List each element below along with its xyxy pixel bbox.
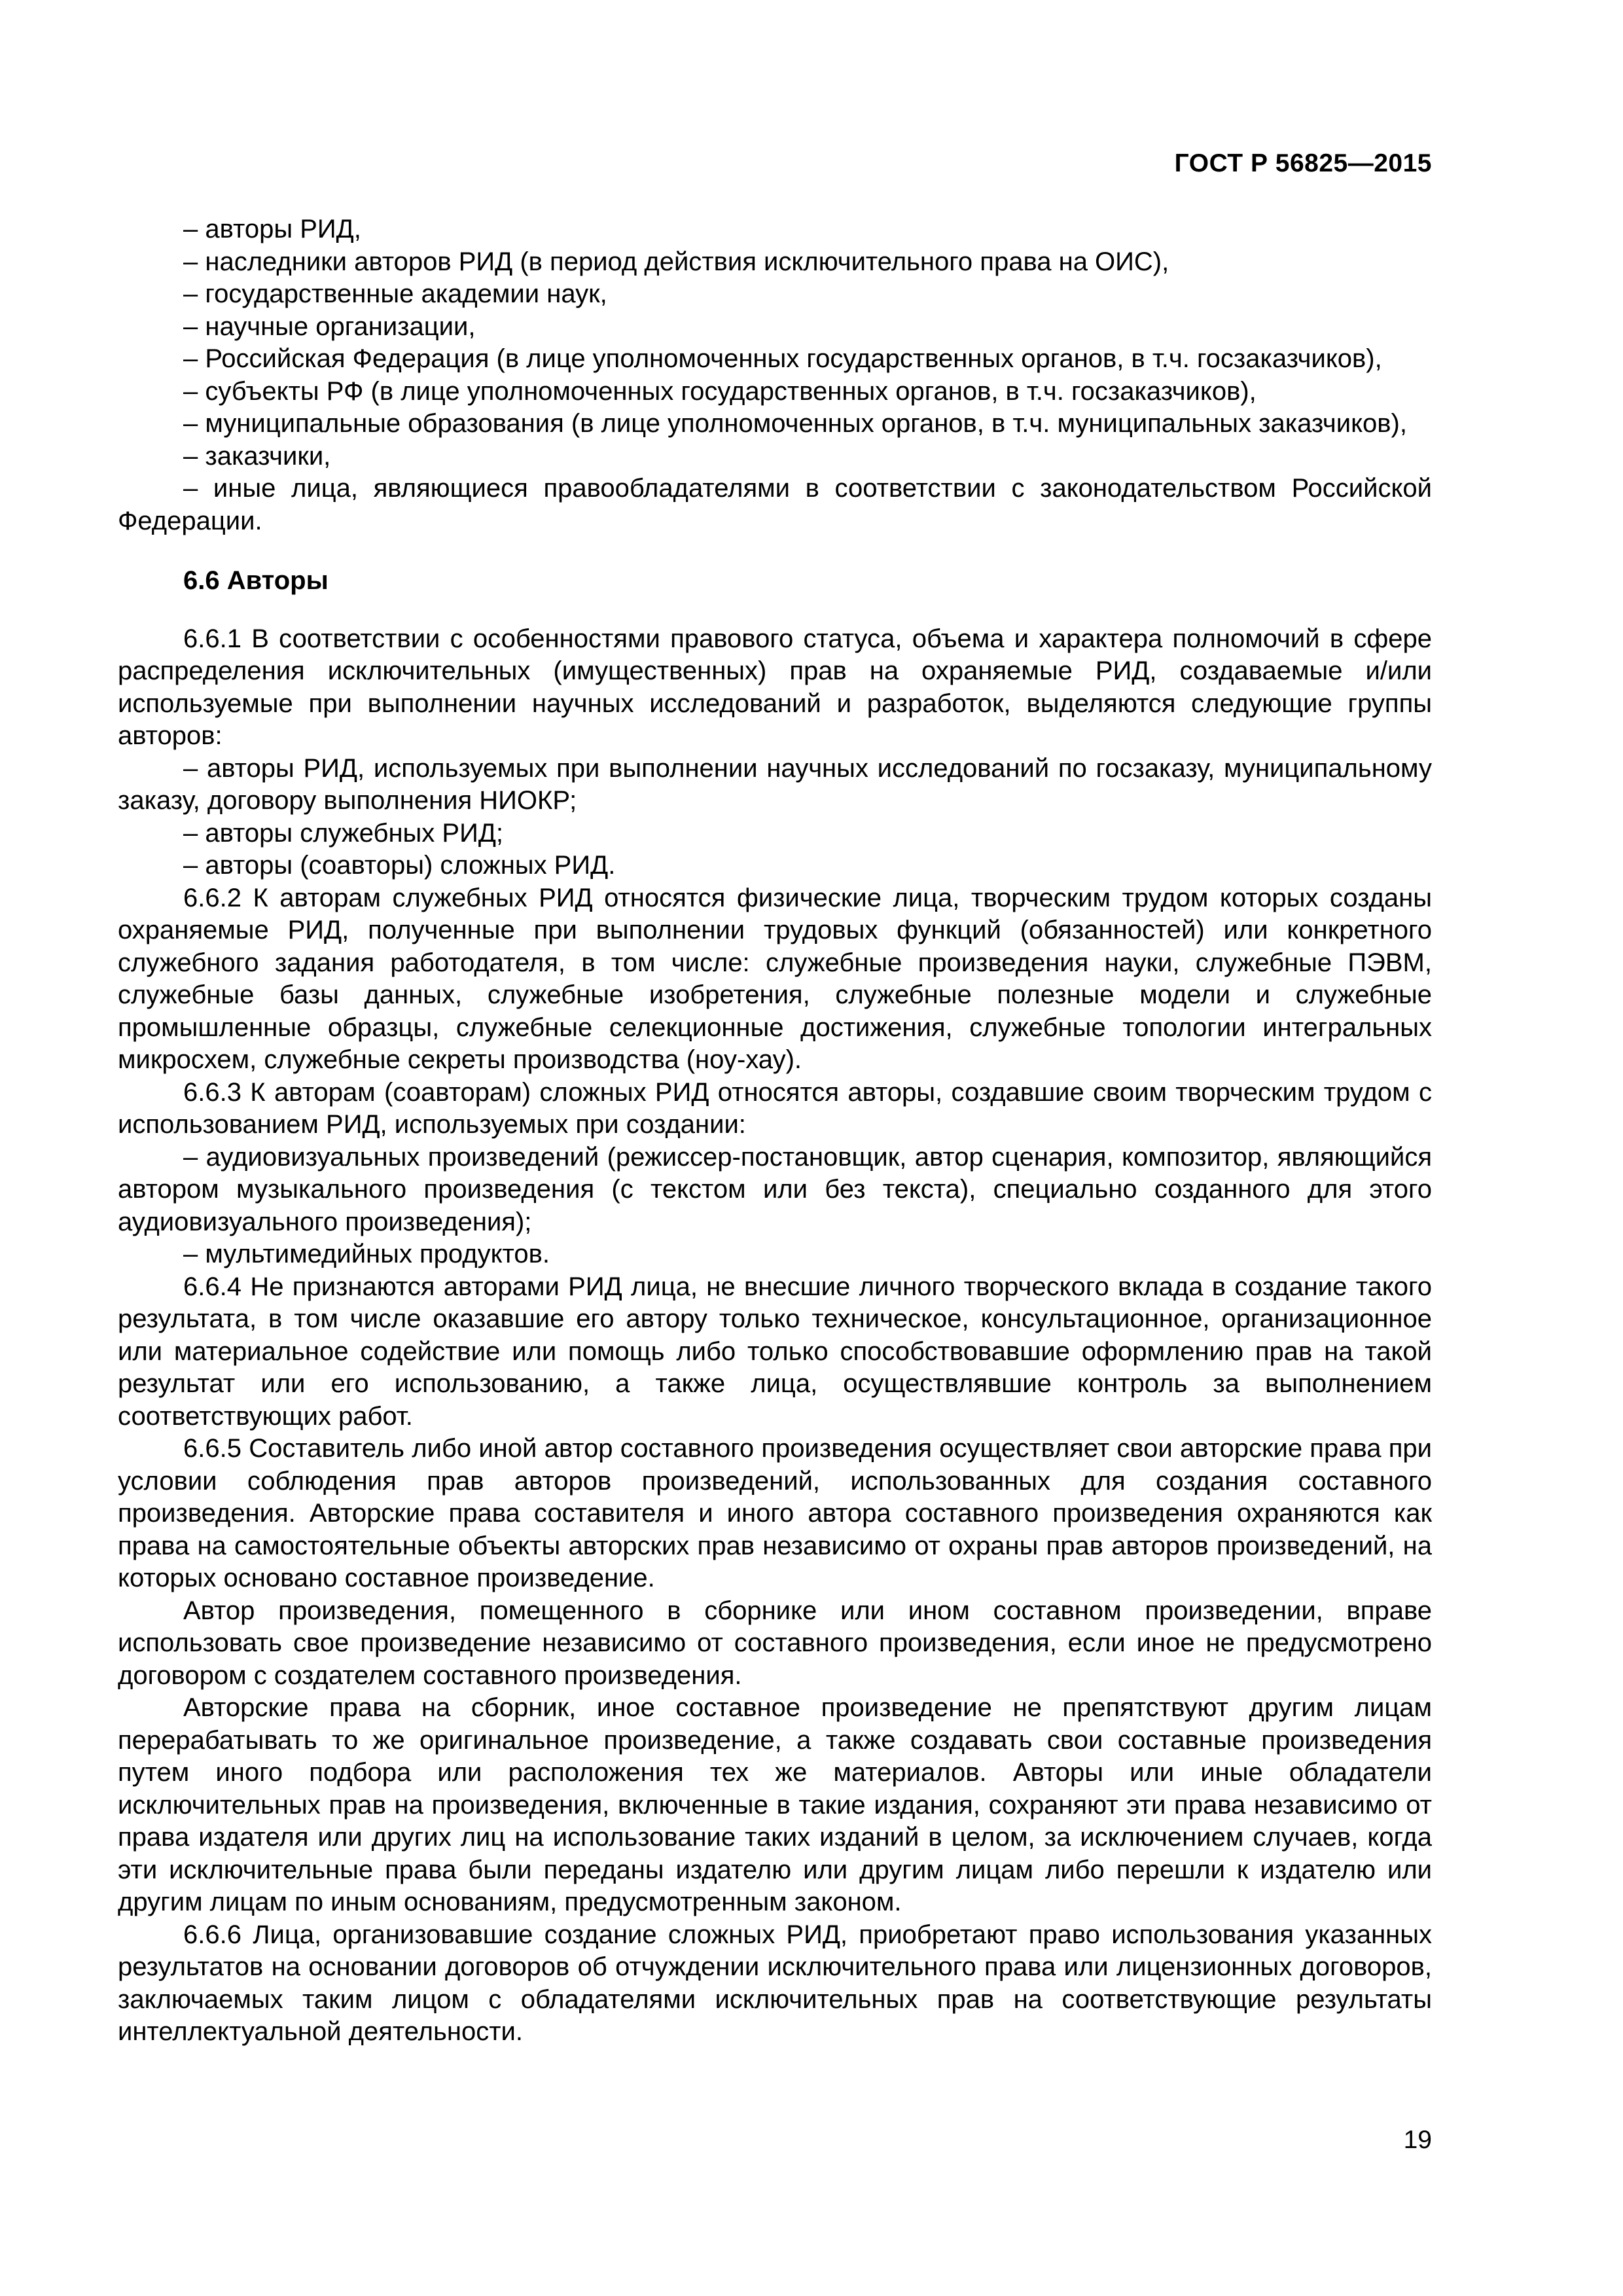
section-heading: 6.6 Авторы [183,566,329,595]
page-number: 19 [1403,2126,1432,2154]
list-item: – Российская Федерация (в лице уполномоченных государственных органов, в т.ч. госзаказчиков), [183,344,1382,373]
paragraph: 6.6.4 Не признаются авторами РИД лица, не внесшие личного творческого вклада в создание такого результата, в том числе оказавшие его автору только техническое, консультационное, организационное или материальное содействие или помощь либо только способствовавшие оформлению прав на такой результат или его использованию, а также лица, осуществлявшие контроль за выполнением соответствующих работ. [118,1272,1432,1431]
list-item: – мультимедийных продуктов. [183,1240,550,1268]
list-item: – научные организации, [183,312,476,341]
paragraph: 6.6.3 К авторам (соавторам) сложных РИД относятся авторы, создавшие своим творческим трудом с использованием РИД, используемых при создании: [118,1077,1432,1139]
paragraph: 6.6.5 Составитель либо иной автор составного произведения осуществляет свои авторские права при условии соблюдения прав авторов произведений, использованных для создания составного произведения. Авторские права составителя и иного автора составного произведения охраняются как права на самостоятельные объекты авторских прав независимо от охраны прав авторов произведений, на которых основано составное произведение. [118,1434,1432,1592]
list-item: – иные лица, являющиеся правообладателями в соответствии с законодательством Российской Федерации. [118,474,1432,535]
list-item: – авторы служебных РИД; [183,818,504,848]
list-item: – наследники авторов РИД (в период действия исключительного права на ОИС), [183,247,1169,276]
paragraph: 6.6.1 В соответствии с особенностями правового статуса, объема и характера полномочий в сфере распределения исключительных (имущественных) прав на охраняемые РИД, создаваемые и/или используемые при выполнении научных исследований и разработок, выделяются следующие группы авторов: [118,624,1432,750]
paragraph: 6.6.2 К авторам служебных РИД относятся физические лица, творческим трудом которых созданы охраняемые РИД, полученные при выполнении трудовых функций (обязанностей) или конкретного служебного задания работодателя, в том числе: служебные произведения науки, служебные ПЭВМ, служебные базы данных, служебные изобретения, служебные полезные модели и служебные промышленные образцы, служебные селекционные достижения, служебные топологии интегральных микросхем, служебные секреты производства (ноу-хау). [118,883,1432,1074]
document-id-header: ГОСТ Р 56825—2015 [1174,149,1432,177]
list-item: – авторы РИД, используемых при выполнении научных исследований по госзаказу, муниципальному заказу, договору выполнения НИОКР; [118,753,1432,815]
list-item: – аудиовизуальных произведений (режиссер-постановщик, автор сценария, композитор, являющийся автором музыкального произведения (с текстом или без текста), специально созданного для этого аудиовизуального произведения); [118,1142,1432,1236]
list-item: – авторы (соавторы) сложных РИД. [183,851,616,880]
paragraph: 6.6.6 Лица, организовавшие создание сложных РИД, приобретают право использования указанных результатов на основании договоров об отчуждении исключительного права или лицензионных договоров, заключаемых таким лицом с обладателями исключительных прав на соответствующие результаты интеллектуальной деятельности. [118,1920,1432,2046]
list-item: – субъекты РФ (в лице уполномоченных государственных органов, в т.ч. госзаказчиков), [183,376,1257,406]
list-item: – авторы РИД, [183,215,361,243]
paragraph: Авторские права на сборник, иное составное произведение не препятствуют другим лицам перерабатывать то же оригинальное произведение, а также создавать свои составные произведения путем иного подбора или расположения тех же материалов. Авторы или иные обладатели исключительных прав на произведения, включенные в такие издания, сохраняют эти права независимо от права издателя или других лиц на использование таких изданий в целом, за исключением случаев, когда эти исключительные права были переданы издателю или другим лицам либо перешли к издателю или другим лицам по иным основаниям, предусмотренным законом. [118,1693,1432,1916]
document-body [118,213,1432,2049]
list-item: – заказчики, [183,441,331,471]
paragraph: Автор произведения, помещенного в сборнике или ином составном произведении, вправе использовать свое произведение независимо от составного произведения, если иное не предусмотрено договором с создателем составного произведения. [118,1596,1432,1690]
list-item: – муниципальные образования (в лице уполномоченных органов, в т.ч. муниципальных заказчиков), [183,409,1407,438]
list-item: – государственные академии наук, [183,279,607,308]
